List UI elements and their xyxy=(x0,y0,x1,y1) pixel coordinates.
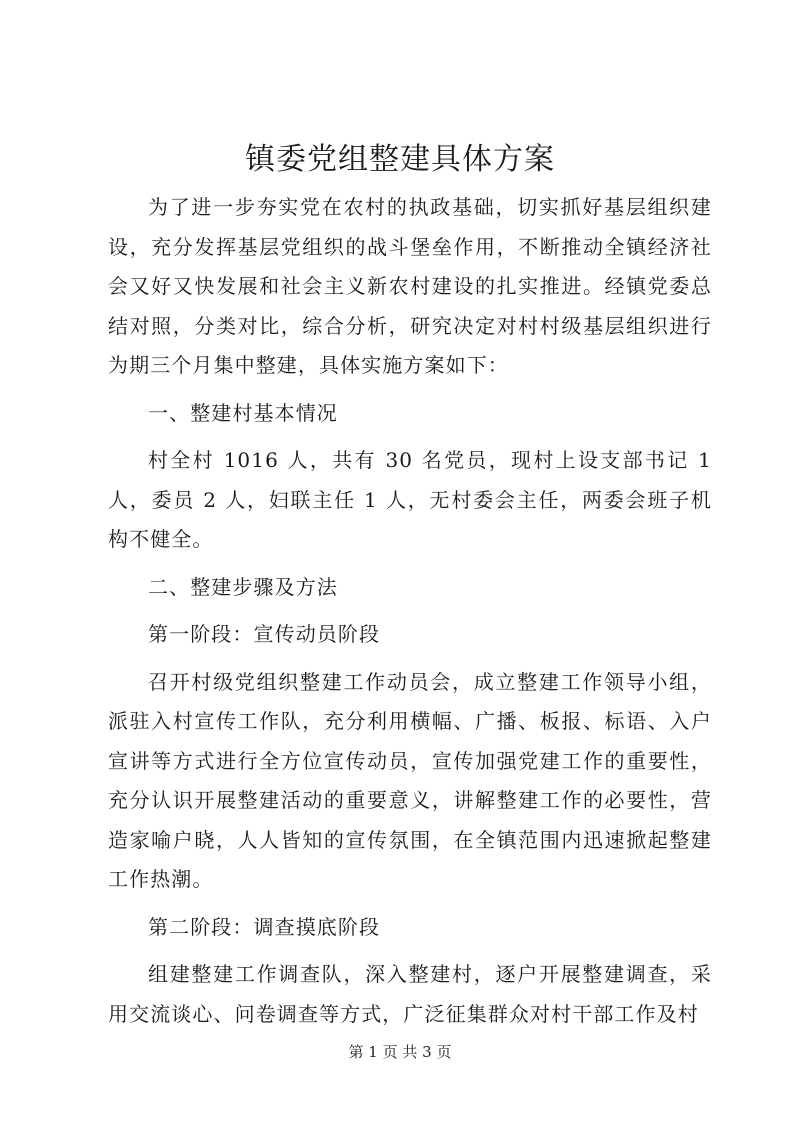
document-body xyxy=(108,188,712,1042)
section-heading-steps: 二、整建步骤及方法 xyxy=(148,574,338,599)
paragraph-basic-info: 村全村 1016 人，共有 30 名党员，现村上设支部书记 1 人，委员 2 人，妇联主任 1 人，无村委会主任，两委会班子机构不健全。 xyxy=(108,448,712,551)
stage-heading-publicity: 第一阶段：宣传动员阶段 xyxy=(148,622,381,646)
stage-heading-survey: 第二阶段：调查摸底阶段 xyxy=(148,914,381,939)
paragraph-survey: 组建整建工作调查队，深入整建村，逐户开展整建调查，采用交流谈心、问卷调查等方式，广泛征集群众对村干部工作及村 xyxy=(108,962,712,1026)
paragraph-publicity: 召开村级党组织整建工作动员会，成立整建工作领导小组，派驻入村宣传工作队，充分利用横幅、广播、板报、标语、入户宣讲等方式进行全方位宣传动员，宣传加强党建工作的重要性，充分认识开展整建活动的重要意义，讲解整建工作的必要性，营造家喻户晓，人人皆知的宣传氛围，在全镇范围内迅速掀起整建工作热潮。 xyxy=(108,669,712,891)
document-title: 镇委党组整建具体方案 xyxy=(245,142,555,177)
page-footer: 第 1 页 共 3 页 xyxy=(348,1043,452,1061)
paragraph-intro: 为了进一步夯实党在农村的执政基础，切实抓好基层组织建设，充分发挥基层党组织的战斗堡垒作用，不断推动全镇经济社会又好又快发展和社会主义新农村建设的扎实推进。经镇党委总结对照，分类对比，综合分析，研究决定对村村级基层组织进行为期三个月集中整建，具体实施方案如下： xyxy=(108,195,712,377)
section-heading-basic-info: 一、整建村基本情况 xyxy=(148,400,338,425)
